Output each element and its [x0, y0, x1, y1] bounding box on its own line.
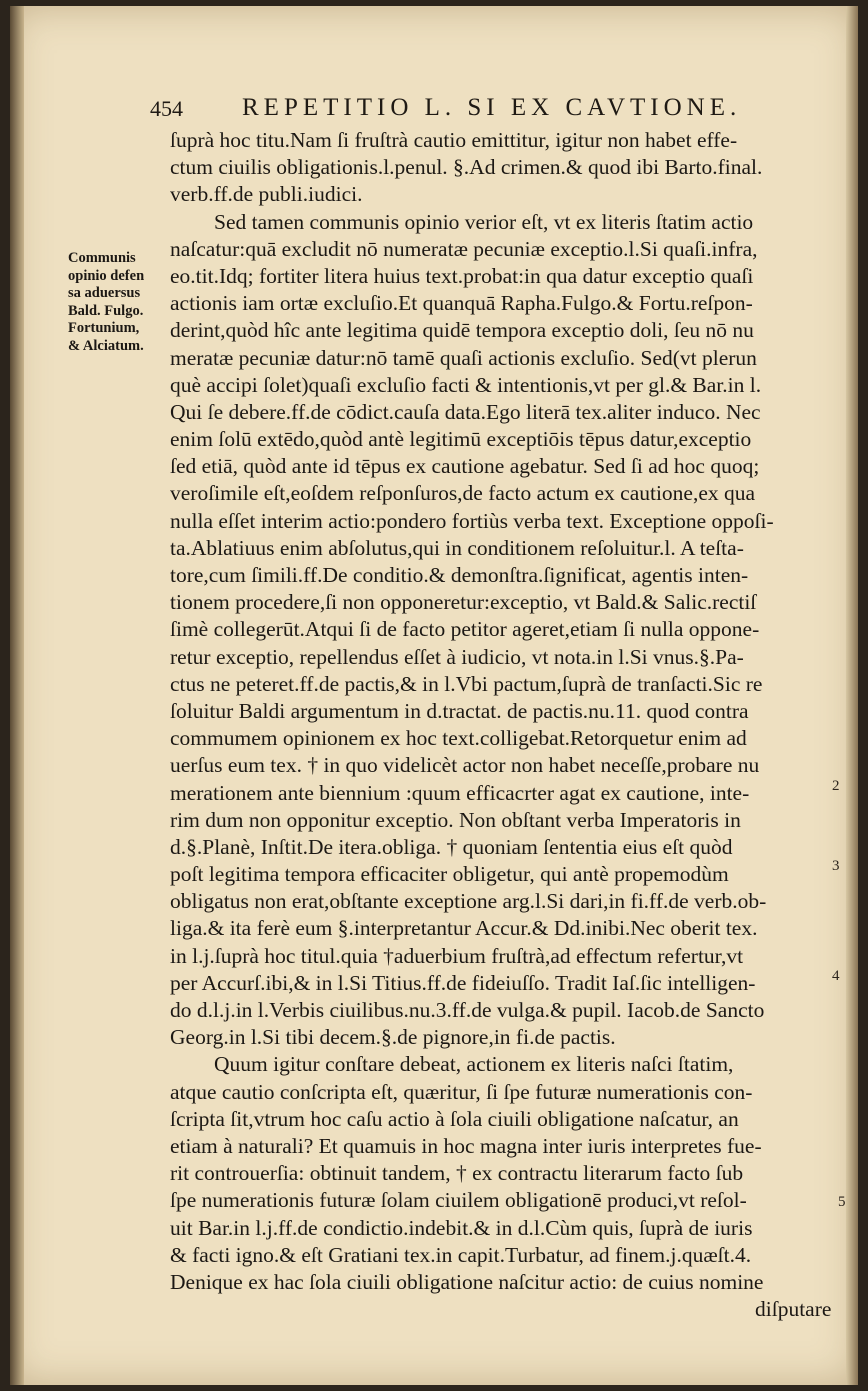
text-line: rit controuerſia: obtinuit tandem, † ex contractu literarum facto ſub — [170, 1161, 744, 1186]
text-line: rim dum non opponitur exceptio. Non obſtant verba Imperatoris in — [170, 807, 741, 832]
text-line: do d.l.j.in l.Verbis ciuilibus.nu.3.ff.de vulga.& pupil. Iacob.de Sancto — [170, 998, 765, 1022]
text-line: ſoluitur Baldi argumentum in d.tractat. de pactis.nu.11. quod contra — [170, 698, 749, 723]
text-line: & facti igno.& eſt Gratiani tex.in capit.Turbatur, ad finem.j.quæſt.4. — [170, 1242, 752, 1267]
text-line: eo.tit.Idq; fortiter litera huius text.probat:in qua datur exceptio quaſi — [170, 263, 754, 288]
text-line: ſuprà hoc titu.Nam ſi fruſtrà cautio emittitur, igitur non habet effe- — [170, 128, 738, 152]
text-line: merationem ante biennium :quum efficacrter agat ex cautione, inte- — [170, 780, 750, 805]
text-line: ta.Ablatiuus enim abſolutus,qui in conditionem reſoluitur.l. A teſta- — [170, 535, 744, 560]
body-text — [170, 127, 832, 1323]
marginal-note-line: sa aduersus — [68, 285, 141, 301]
text-line: meratæ pecuniæ datur:nō tamē quaſi actionis excluſio. Sed(vt plerun — [170, 345, 757, 370]
catchword: diſputare — [755, 1297, 832, 1322]
text-line: in l.j.ſuprà hoc titul.quia †aduerbium fruſtrà,ad effectum refertur,vt — [170, 943, 744, 968]
margin-number: 2 — [832, 778, 840, 794]
text-line: d.§.Planè, Inſtit.De itera.obliga. † quoniam ſententia eius eſt quòd — [170, 834, 733, 859]
text-line: Georg.in l.Si tibi decem.§.de pignore,in fi.de pactis. — [170, 1025, 616, 1050]
folio-number: 454 — [150, 96, 183, 121]
text-line: liga.& ita ferè eum §.interpretantur Accur.& Dd.inibi.Nec oberit tex. — [170, 916, 758, 941]
text-line: què accipi ſolet)quaſi excluſio facti & intentionis,vt per gl.& Bar.in l. — [170, 372, 762, 397]
text-line: etiam à naturali? Et quamuis in hoc magna inter iuris interpretes fue- — [170, 1133, 762, 1158]
margin-number: 5 — [838, 1194, 846, 1210]
text-line: tionem procedere,ſi non opponeretur:exceptio, vt Bald.& Salic.rectiſ — [170, 590, 757, 615]
paragraph-start-line: Sed tamen communis opinio verior eſt, vt ex literis ſtatim actio — [214, 209, 754, 234]
marginal-note-line: Bald. Fulgo. — [68, 302, 144, 319]
text-line: ſpe numerationis futuræ ſolam ciuilem obligationē produci,vt reſol- — [170, 1188, 747, 1213]
text-line: tore,cum ſimili.ff.De conditio.& demonſtra.ſignificat, agentis inten- — [170, 563, 749, 587]
text-line: naſcatur:quā excludit nō numeratæ pecuniæ exceptio.l.Si quaſi.infra, — [170, 236, 758, 261]
margin-number: 4 — [832, 968, 840, 984]
margin-number: 3 — [832, 858, 840, 874]
book-gutter — [10, 6, 24, 1385]
text-line: per Accurſ.ibi,& in l.Si Titius.ff.de fideiuſſo. Tradit Iaſ.ſic intelligen- — [170, 970, 756, 995]
text-line: ſed etiā, quòd ante id tēpus ex cautione agebatur. Sed ſi ad hoc quoq; — [170, 454, 760, 479]
text-line: enim ſolū extēdo,quòd antè legitimū exceptiōis tēpus datur,exceptio — [170, 427, 752, 452]
text-line: ctum ciuilis obligationis.l.penul. §.Ad crimen.& quod ibi Barto.final. — [170, 155, 763, 180]
text-line: ſcripta ſit,vtrum hoc caſu actio à ſola ciuili obligatione naſcatur, an — [170, 1106, 739, 1131]
page-edge — [846, 6, 858, 1385]
text-line: uit Bar.in l.j.ff.de condictio.indebit.& in d.l.Cùm quis, ſuprà de iuris — [170, 1215, 753, 1240]
text-line: actionis iam ortæ excluſio.Et quanquā Rapha.Fulgo.& Fortu.reſpon- — [170, 291, 753, 316]
text-line: Denique ex hac ſola ciuili obligatione naſcitur actio: de cuius nomine — [170, 1269, 764, 1294]
text-line: nulla eſſet interim actio:pondero fortiùs verba text. Exceptione oppoſi- — [170, 508, 774, 533]
text-line: ctus ne peteret.ff.de pactis,& in l.Vbi pactum,ſuprà de tranſacti.Sic re — [170, 671, 763, 696]
text-line: obligatus non erat,obſtante exceptione arg.l.Si dari,in fi.ff.de verb.ob- — [170, 889, 767, 914]
paragraph-start-line: Quum igitur conſtare debeat, actionem ex literis naſci ſtatim, — [214, 1052, 734, 1077]
text-line: ſimè collegerūt.Atqui ſi de facto petitor ageret,etiam ſi nulla oppone- — [170, 617, 760, 642]
text-line: uerſus eum tex. † in quo videlicèt actor non habet neceſſe,probare nu — [170, 753, 760, 778]
text-line: poſt legitima tempora efficaciter obligetur, qui antè propemodùm — [170, 862, 729, 887]
text-line: commumem opinionem ex hoc text.colligebat.Retorquetur enim ad — [170, 726, 747, 751]
text-line: derint,quòd hîc ante legitima quidē tempora exceptio doli, ſeu nō nu — [170, 318, 754, 343]
text-line: atque cautio conſcripta eſt, quæritur, ſi ſpe futuræ numerationis con- — [170, 1079, 753, 1104]
running-title: REPETITIO L. SI EX CAVTIONE. — [242, 94, 742, 121]
marginal-note-line: opinio defen — [68, 267, 145, 284]
page-header — [150, 94, 850, 130]
marginal-note-line: & Alciatum. — [68, 337, 144, 354]
text-line: Qui ſe debere.ff.de cōdict.cauſa data.Ego literā tex.aliter induco. Nec — [170, 399, 761, 424]
marginal-note-line: Communis — [68, 250, 136, 266]
marginal-note-line: Fortunium, — [68, 320, 140, 336]
book-page — [10, 6, 858, 1385]
text-line: veroſimile eſt,eoſdem reſponſuros,de facto actum ex cautione,ex qua — [170, 481, 756, 506]
text-line: retur exceptio, repellendus eſſet à iudicio, vt nota.in l.Si vnus.§.Pa- — [170, 644, 744, 669]
text-line: verb.ff.de publi.iudici. — [170, 182, 363, 207]
marginal-note — [68, 250, 168, 355]
